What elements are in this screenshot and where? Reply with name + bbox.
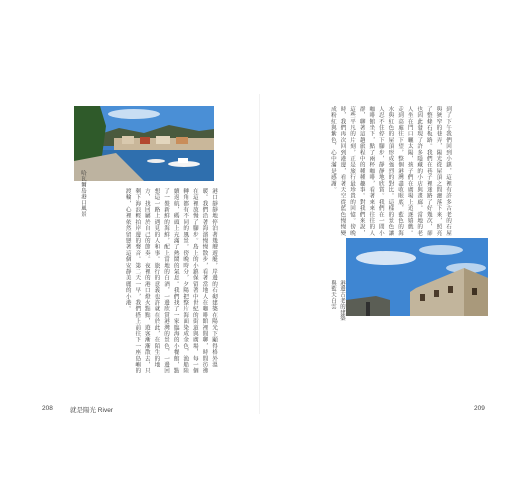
- running-head: 就是陽光 River: [70, 407, 113, 414]
- photo-caption: 港邊古老的建築與藍天白雲: [330, 280, 345, 322]
- photo-caption: 哈瓦爾島港口風景: [80, 170, 86, 218]
- harbor-photo: [74, 106, 214, 181]
- left-page: [34, 90, 259, 420]
- right-page: [262, 90, 488, 420]
- page-gutter: [259, 94, 260, 414]
- left-page-number: 208: [42, 405, 53, 412]
- old-building-photo: [346, 238, 488, 316]
- left-body-text: 港口靜靜地停泊著幾艘遊艇，岸邊的石砌建築在陽光下顯得格外溫暖。我們沿著海濱慢慢散步，看著當地人在咖啡館裡閒聊，時間彷彿在這裡放慢了腳步。島上的小鎮保留著中世紀的街道與廣場，每一個轉角都有不同的風景。傍晚時分，夕陽把整片海面染成金色，漁船陸續返航，碼頭上充滿了熱鬧的氣息。我們找了一家臨海的小餐館，點了一盤新鮮的海鮮，配上當地的白酒，一邊欣賞港灣的景色，一邊回想這一路上遇見的人和事。旅行的意義也許就在於此，在陌生的地方，找回屬於自己的節奏。夜裡的港口燈火點點，遊客漸漸散去，只剩下海浪輕拍岸邊的聲音。第二天一早，我們搭上前往下一座島嶼的渡輪，心裡依然留戀著這個安靜美麗的小港。: [124, 188, 217, 374]
- right-page-number: 209: [474, 405, 485, 412]
- right-body-text: 到了下午我們回到小鎮，這裡有許多古老的石屋與狹窄的巷弄，陽光從屋頂之間灑落下來，照亮了整條石板路。我們在巷子裡迷路了好幾次，卻也因此發現了許多隱藏的小店與畫廊。當地的老人坐在門口曬太陽，孩子們在廣場上追逐嬉戲。走到高處往下望，整個港灣盡收眼底，藍色的海水與紅色的屋頂形成強烈的對比。這樣的景色讓人忍不住停下腳步，靜靜地欣賞。我們在一間小咖啡館坐下，點了兩杯咖啡，看著來來往往的人群，聊著這趟旅程中的種種趣事。對我們來說，這些平凡的片刻，正是旅行最珍貴的回憶。傍晚時，我們再次回到港邊，看著天空從藍色慢慢變成粉紅與紫色，心中滿是感謝。: [329, 106, 451, 237]
